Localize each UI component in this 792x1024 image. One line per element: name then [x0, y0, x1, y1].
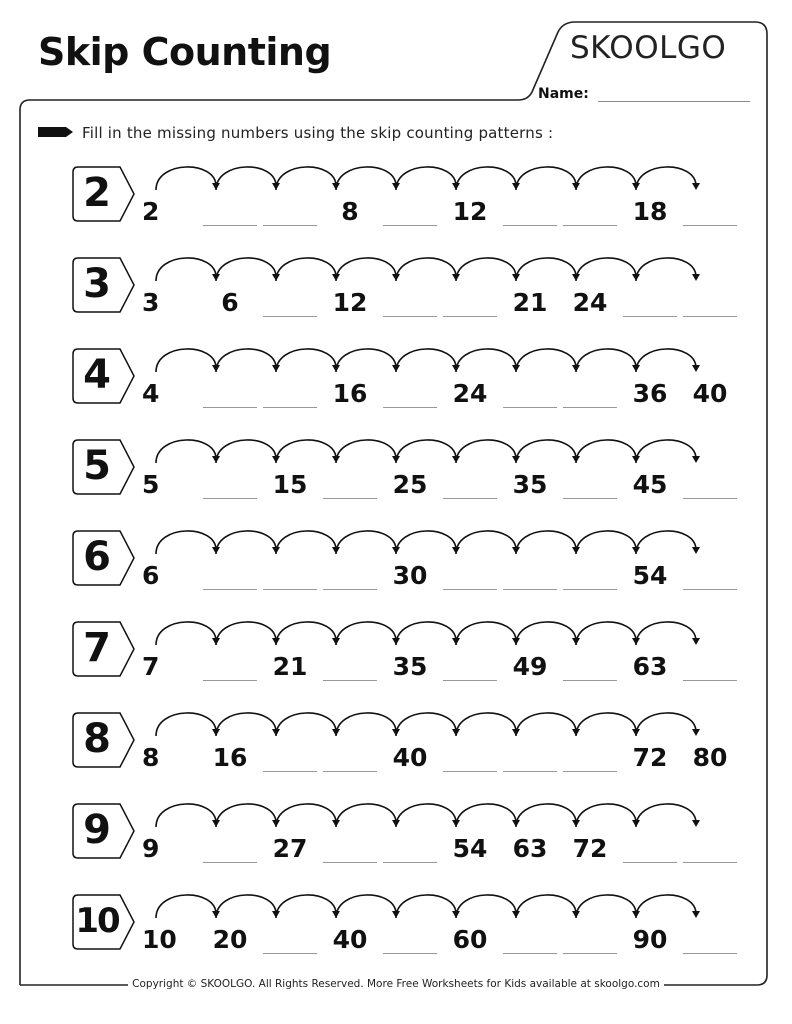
arrow-head-icon: [692, 365, 700, 372]
answer-blank[interactable]: [262, 922, 318, 954]
answer-blank[interactable]: [442, 285, 498, 317]
arc-arrow: [216, 531, 276, 554]
answer-blank[interactable]: [682, 922, 738, 954]
given-number: [562, 285, 618, 317]
arc-arrow: [276, 440, 336, 463]
arc-arrow: [636, 895, 696, 918]
given-number: [622, 740, 678, 772]
number-value: 8: [341, 197, 359, 226]
given-number: [622, 558, 678, 590]
arc-arrow: [276, 531, 336, 554]
arc-arrow: [336, 713, 396, 736]
given-number: [382, 467, 438, 499]
copyright-footer: Copyright © SKOOLGO. All Rights Reserved. More Free Worksheets for Kids available at skoolgo.com: [0, 978, 792, 990]
arc-arrow: [456, 804, 516, 827]
answer-blank[interactable]: [502, 740, 558, 772]
number-value: 12: [332, 288, 368, 317]
blank-line: [683, 927, 737, 954]
given-number: [382, 558, 438, 590]
blank-line: [263, 745, 317, 772]
blank-line: [323, 472, 377, 499]
number-value: 10: [142, 925, 177, 954]
blank-line: [203, 563, 257, 590]
arc-arrow: [516, 258, 576, 281]
blank-line: [443, 472, 497, 499]
number-value: 40: [332, 925, 368, 954]
arc-arrow: [156, 167, 216, 190]
number-value: 21: [512, 288, 548, 317]
skip-count-row: [0, 158, 792, 249]
arc-arrow: [216, 804, 276, 827]
number-value: 8: [142, 743, 160, 772]
arc-arrow: [156, 804, 216, 827]
arc-arrow: [636, 713, 696, 736]
number-value: 80: [692, 743, 728, 772]
number-value: 25: [392, 470, 428, 499]
arc-arrow: [396, 349, 456, 372]
answer-blank[interactable]: [382, 194, 438, 226]
arc-arrow: [396, 440, 456, 463]
given-number: [142, 922, 198, 954]
answer-blank[interactable]: [382, 376, 438, 408]
number-value: 27: [272, 834, 308, 863]
blank-line: [263, 199, 317, 226]
arrow-head-icon: [692, 638, 700, 645]
answer-blank[interactable]: [562, 649, 618, 681]
blank-line: [263, 927, 317, 954]
answer-blank[interactable]: [322, 558, 378, 590]
number-value: 54: [452, 834, 488, 863]
page-title: Skip Counting: [38, 30, 332, 74]
arc-arrow: [516, 804, 576, 827]
blank-line: [503, 927, 557, 954]
number-value: 16: [332, 379, 368, 408]
answer-blank[interactable]: [322, 467, 378, 499]
given-number: [502, 649, 558, 681]
arc-arrow: [276, 895, 336, 918]
arrow-head-icon: [692, 274, 700, 281]
blank-line: [203, 199, 257, 226]
arc-arrow: [456, 349, 516, 372]
skip-count-row: [0, 613, 792, 704]
answer-blank[interactable]: [262, 558, 318, 590]
blank-line: [323, 654, 377, 681]
answer-blank[interactable]: [202, 831, 258, 863]
step-number: 3: [83, 261, 111, 307]
arc-arrow: [576, 622, 636, 645]
arc-arrow: [156, 622, 216, 645]
given-number: [682, 740, 738, 772]
given-number: [262, 649, 318, 681]
arrow-head-icon: [692, 820, 700, 827]
arc-arrow: [336, 167, 396, 190]
blank-line: [203, 472, 257, 499]
answer-blank[interactable]: [262, 194, 318, 226]
answer-blank[interactable]: [382, 285, 438, 317]
blank-line: [503, 199, 557, 226]
arc-arrow: [156, 713, 216, 736]
arc-arrow: [456, 622, 516, 645]
blank-line: [683, 472, 737, 499]
arc-arrow: [156, 531, 216, 554]
step-number: 10: [75, 901, 119, 941]
given-number: [202, 922, 258, 954]
answer-blank[interactable]: [202, 558, 258, 590]
number-value: 9: [142, 834, 160, 863]
given-number: [322, 922, 378, 954]
given-number: [562, 831, 618, 863]
step-number: 9: [83, 807, 111, 853]
answer-blank[interactable]: [502, 558, 558, 590]
blank-line: [683, 654, 737, 681]
skip-count-row: [0, 886, 792, 977]
given-number: [142, 740, 198, 772]
arc-arrow: [396, 895, 456, 918]
pencil-icon: [38, 125, 74, 139]
skip-count-row: [0, 431, 792, 522]
answer-blank[interactable]: [502, 194, 558, 226]
blank-line: [623, 290, 677, 317]
arc-arrow: [516, 531, 576, 554]
number-value: 5: [142, 470, 160, 499]
arc-arrow: [216, 895, 276, 918]
given-number: [682, 376, 738, 408]
arc-arrow: [396, 804, 456, 827]
arc-arrow: [516, 622, 576, 645]
answer-blank[interactable]: [682, 558, 738, 590]
given-number: [262, 831, 318, 863]
arc-arrow: [516, 895, 576, 918]
number-value: 35: [512, 470, 548, 499]
number-value: 60: [452, 925, 488, 954]
arc-arrow: [576, 531, 636, 554]
number-value: 45: [632, 470, 668, 499]
arc-arrow: [636, 440, 696, 463]
answer-blank[interactable]: [682, 831, 738, 863]
arc-arrow: [156, 258, 216, 281]
answer-blank[interactable]: [442, 740, 498, 772]
answer-blank[interactable]: [322, 831, 378, 863]
number-value: 36: [632, 379, 668, 408]
given-number: [142, 467, 198, 499]
blank-line: [203, 836, 257, 863]
arrow-head-icon: [692, 456, 700, 463]
arc-arrow: [516, 713, 576, 736]
arc-arrow: [396, 622, 456, 645]
arc-arrow: [636, 622, 696, 645]
arc-arrow: [576, 804, 636, 827]
blank-line: [323, 563, 377, 590]
blank-line: [503, 563, 557, 590]
given-number: [442, 922, 498, 954]
arc-arrow: [576, 895, 636, 918]
brand-logo: SKOOLGO: [570, 30, 727, 66]
arc-arrow: [216, 440, 276, 463]
arc-arrow: [336, 895, 396, 918]
step-number: 2: [83, 170, 111, 216]
step-number: 5: [83, 443, 111, 489]
blank-line: [563, 927, 617, 954]
given-number: [142, 285, 198, 317]
blank-line: [503, 381, 557, 408]
arc-arrow: [156, 349, 216, 372]
number-value: 54: [632, 561, 668, 590]
arc-arrow: [396, 258, 456, 281]
answer-blank[interactable]: [682, 285, 738, 317]
answer-blank[interactable]: [562, 922, 618, 954]
arc-arrow: [516, 349, 576, 372]
arrow-head-icon: [692, 183, 700, 190]
answer-blank[interactable]: [262, 376, 318, 408]
arc-arrow: [636, 531, 696, 554]
arc-arrow: [456, 531, 516, 554]
arc-arrow: [576, 713, 636, 736]
number-value: 72: [572, 834, 608, 863]
arc-arrow: [516, 167, 576, 190]
answer-blank[interactable]: [682, 194, 738, 226]
number-value: 90: [632, 925, 668, 954]
blank-line: [563, 563, 617, 590]
number-value: 16: [212, 743, 248, 772]
blank-line: [383, 199, 437, 226]
arc-arrow: [216, 167, 276, 190]
answer-blank[interactable]: [562, 194, 618, 226]
blank-line: [443, 290, 497, 317]
blank-line: [203, 381, 257, 408]
blank-line: [563, 745, 617, 772]
number-value: 40: [692, 379, 728, 408]
number-value: 15: [272, 470, 308, 499]
arc-arrow: [336, 349, 396, 372]
given-number: [502, 831, 558, 863]
arrow-head-icon: [692, 729, 700, 736]
given-number: [202, 740, 258, 772]
given-number: [142, 376, 198, 408]
arc-arrow: [396, 713, 456, 736]
answer-blank[interactable]: [262, 285, 318, 317]
answer-blank[interactable]: [562, 740, 618, 772]
given-number: [442, 831, 498, 863]
blank-line: [263, 290, 317, 317]
blank-line: [443, 563, 497, 590]
given-number: [322, 285, 378, 317]
blank-line: [563, 199, 617, 226]
arc-arrow: [576, 349, 636, 372]
arc-arrow: [336, 804, 396, 827]
arc-arrow: [216, 258, 276, 281]
arc-arrow: [576, 440, 636, 463]
given-number: [502, 467, 558, 499]
arc-arrow: [456, 258, 516, 281]
answer-blank[interactable]: [262, 740, 318, 772]
arc-arrow: [336, 622, 396, 645]
answer-blank[interactable]: [322, 740, 378, 772]
step-number: 8: [83, 716, 111, 762]
blank-line: [503, 745, 557, 772]
arrow-head-icon: [692, 911, 700, 918]
answer-blank[interactable]: [202, 649, 258, 681]
step-number: 4: [83, 352, 111, 398]
blank-line: [203, 654, 257, 681]
name-label: Name:: [538, 86, 589, 102]
arc-arrow: [276, 258, 336, 281]
answer-blank[interactable]: [202, 467, 258, 499]
skip-count-row: [0, 249, 792, 340]
number-value: 4: [142, 379, 160, 408]
arc-arrow: [276, 167, 336, 190]
arc-arrow: [396, 167, 456, 190]
answer-blank[interactable]: [382, 922, 438, 954]
blank-line: [383, 927, 437, 954]
skip-count-row: [0, 522, 792, 613]
arc-arrow: [456, 440, 516, 463]
blank-line: [263, 563, 317, 590]
number-value: 21: [272, 652, 308, 681]
given-number: [622, 922, 678, 954]
answer-blank[interactable]: [202, 376, 258, 408]
blank-line: [683, 563, 737, 590]
blank-line: [563, 381, 617, 408]
arc-arrow: [516, 440, 576, 463]
given-number: [382, 649, 438, 681]
name-field[interactable]: [598, 101, 750, 102]
number-value: 6: [142, 561, 160, 590]
answer-blank[interactable]: [682, 467, 738, 499]
given-number: [442, 194, 498, 226]
number-value: 35: [392, 652, 428, 681]
given-number: [622, 467, 678, 499]
arc-arrow: [336, 440, 396, 463]
arc-arrow: [276, 349, 336, 372]
number-value: 7: [142, 652, 160, 681]
blank-line: [563, 654, 617, 681]
answer-blank[interactable]: [502, 922, 558, 954]
step-number: 7: [83, 625, 111, 671]
given-number: [262, 467, 318, 499]
blank-line: [683, 836, 737, 863]
answer-blank[interactable]: [502, 376, 558, 408]
arc-arrow: [156, 440, 216, 463]
given-number: [622, 194, 678, 226]
arc-arrow: [456, 167, 516, 190]
number-value: 18: [632, 197, 668, 226]
arc-arrow: [456, 713, 516, 736]
blank-line: [443, 654, 497, 681]
arc-arrow: [636, 167, 696, 190]
answer-blank[interactable]: [562, 467, 618, 499]
blank-line: [383, 381, 437, 408]
arc-arrow: [276, 804, 336, 827]
number-value: 49: [512, 652, 548, 681]
arc-arrow: [636, 349, 696, 372]
given-number: [322, 194, 378, 226]
arc-arrow: [396, 531, 456, 554]
blank-line: [263, 381, 317, 408]
given-number: [382, 740, 438, 772]
answer-blank[interactable]: [622, 285, 678, 317]
arc-arrow: [336, 258, 396, 281]
given-number: [142, 194, 198, 226]
blank-line: [623, 836, 677, 863]
instruction-text: Fill in the missing numbers using the skip counting patterns :: [82, 124, 554, 142]
answer-blank[interactable]: [682, 649, 738, 681]
arc-arrow: [216, 713, 276, 736]
answer-blank[interactable]: [442, 467, 498, 499]
given-number: [322, 376, 378, 408]
blank-line: [323, 836, 377, 863]
number-value: 3: [142, 288, 160, 317]
number-value: 12: [452, 197, 488, 226]
answer-blank[interactable]: [562, 376, 618, 408]
arc-arrow: [216, 622, 276, 645]
blank-line: [683, 290, 737, 317]
arc-arrow: [276, 713, 336, 736]
given-number: [142, 831, 198, 863]
skip-count-row: [0, 795, 792, 886]
blank-line: [443, 745, 497, 772]
answer-blank[interactable]: [202, 194, 258, 226]
answer-blank[interactable]: [322, 649, 378, 681]
arc-arrow: [576, 167, 636, 190]
arc-arrow: [276, 622, 336, 645]
skip-count-row: [0, 704, 792, 795]
arc-arrow: [336, 531, 396, 554]
step-number: 6: [83, 534, 111, 580]
arc-arrow: [576, 258, 636, 281]
number-value: 20: [212, 925, 248, 954]
number-value: 30: [392, 561, 428, 590]
given-number: [622, 376, 678, 408]
arrow-head-icon: [692, 547, 700, 554]
given-number: [202, 285, 258, 317]
blank-line: [323, 745, 377, 772]
number-value: 63: [632, 652, 668, 681]
skip-count-row: [0, 340, 792, 431]
answer-blank[interactable]: [622, 831, 678, 863]
blank-line: [683, 199, 737, 226]
arc-arrow: [456, 895, 516, 918]
given-number: [142, 649, 198, 681]
number-value: 2: [142, 197, 160, 226]
given-number: [502, 285, 558, 317]
arc-arrow: [636, 804, 696, 827]
blank-line: [383, 836, 437, 863]
arc-arrow: [156, 895, 216, 918]
answer-blank[interactable]: [562, 558, 618, 590]
blank-line: [383, 290, 437, 317]
blank-line: [563, 472, 617, 499]
number-value: 6: [221, 288, 239, 317]
given-number: [622, 649, 678, 681]
answer-blank[interactable]: [442, 649, 498, 681]
given-number: [442, 376, 498, 408]
number-value: 40: [392, 743, 428, 772]
arc-arrow: [636, 258, 696, 281]
number-value: 24: [452, 379, 488, 408]
given-number: [142, 558, 198, 590]
number-value: 63: [512, 834, 548, 863]
arc-arrow: [216, 349, 276, 372]
number-value: 24: [572, 288, 608, 317]
answer-blank[interactable]: [382, 831, 438, 863]
number-value: 72: [632, 743, 668, 772]
answer-blank[interactable]: [442, 558, 498, 590]
